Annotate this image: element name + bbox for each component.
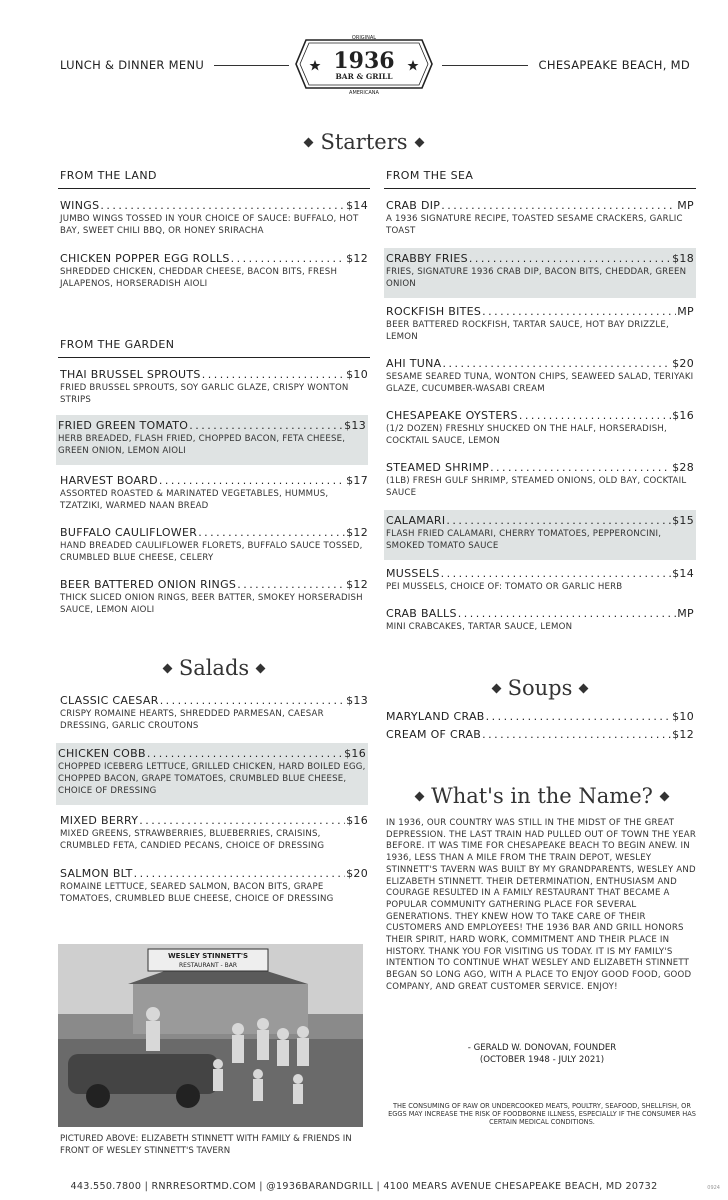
menu-item: CRAB DIP . . . MP A 1936 SIGNATURE RECIPE, TOASTED SESAME CRACKERS, GARLIC TOAST (384, 195, 696, 241)
header-divider-right (442, 65, 528, 66)
historic-photo (58, 944, 363, 1127)
diamond-icon (304, 137, 314, 147)
header-divider-left (214, 65, 289, 66)
menu-item-featured: FRIED GREEN TOMATO . . . $13 HERB BREADED, FLASH FRIED, CHOPPED BACON, FETA CHEESE, GREEN ONION, LEMON AIOLI (56, 415, 368, 465)
svg-text:WESLEY STINNETT'S: WESLEY STINNETT'S (167, 952, 249, 960)
menu-item: BEER BATTERED ONION RINGS . . . $12 THICK SLICED ONION RINGS, BEER BATTER, SMOKEY HORSERADISH SAUCE, LEMON AIOLI (58, 574, 370, 620)
photo-caption: PICTURED ABOVE: ELIZABETH STINNETT WITH FAMILY & FRIENDS IN FRONT OF WESLEY STINNETT'S TAVERN (60, 1134, 352, 1156)
menu-item-featured: CRABBY FRIES . . . $18 FRIES, SIGNATURE 1936 CRAB DIP, BACON BITS, CHEDDAR, GREEN ONION (384, 248, 696, 298)
menu-item: HARVEST BOARD . . . $17 ASSORTED ROASTED & MARINATED VEGETABLES, HUMMUS, TZATZIKI, WARMED NAAN BREAD (58, 470, 370, 516)
garden-rule (58, 357, 370, 358)
land-heading: FROM THE LAND (60, 169, 157, 182)
contact-footer: 443.550.7800 | RNRRESORTMD.COM | @1936BARANDGRILL | 4100 MEARS AVENUE CHESAPEAKE BEACH, MD 20732 (70, 1181, 658, 1192)
diamond-icon (415, 791, 425, 801)
starters-title: Starters (290, 130, 438, 154)
location-label: CHESAPEAKE BEACH, MD (538, 58, 690, 72)
diamond-icon (414, 137, 424, 147)
restaurant-logo (290, 32, 438, 96)
menu-item: THAI BRUSSEL SPROUTS . . . $10 FRIED BRUSSEL SPROUTS, SOY GARLIC GLAZE, CRISPY WONTON STRIPS (58, 364, 370, 410)
svg-text:1936: 1936 (333, 48, 395, 74)
menu-item-featured: CALAMARI . . . $15 FLASH FRIED CALAMARI, CHERRY TOMATOES, PEPPERONCINI, SMOKED TOMATO SAUCE (384, 510, 696, 560)
menu-item: BUFFALO CAULIFLOWER . . . $12 HAND BREADED CAULIFLOWER FLORETS, BUFFALO SAUCE TOSSED, CRUMBLED BLUE CHEESE, CELERY (58, 522, 370, 568)
diamond-icon (256, 663, 266, 673)
menu-item: AHI TUNA . . . $20 SESAME SEARED TUNA, WONTON CHIPS, SEAWEED SALAD, TERIYAKI GLAZE, CUCUMBER-WASABI CREAM (384, 353, 696, 399)
menu-item: CREAM OF CRAB . . . $12 (384, 724, 696, 745)
svg-text:AMERICANA: AMERICANA (349, 90, 379, 96)
menu-type-label: LUNCH & DINNER MENU (60, 58, 205, 72)
svg-text:ORIGINAL: ORIGINAL (351, 35, 377, 41)
menu-item: CHICKEN POPPER EGG ROLLS . . . $12 SHREDDED CHICKEN, CHEDDAR CHEESE, BACON BITS, FRESH JALAPENOS, HORSERADISH AIOLI (58, 248, 370, 294)
menu-item: SALMON BLT . . . $20 ROMAINE LETTUCE, SEARED SALMON, BACON BITS, GRAPE TOMATOES, CRUMBLED BLUE CHEESE, CHOICE OF DRESSING (58, 863, 370, 909)
salads-title: Salads (140, 656, 288, 680)
founder-signature (386, 1043, 698, 1066)
founder-name: - GERALD W. DONOVAN, FOUNDER (467, 1043, 617, 1053)
sea-heading: FROM THE SEA (386, 169, 474, 182)
menu-item: CRAB BALLS . . . MP MINI CRABCAKES, TARTAR SAUCE, LEMON (384, 603, 696, 637)
menu-item: STEAMED SHRIMP . . . $28 (1LB) FRESH GULF SHRIMP, STEAMED ONIONS, OLD BAY, COCKTAIL SAUCE (384, 457, 696, 503)
founder-dates: (OCTOBER 1948 - JULY 2021) (479, 1054, 605, 1065)
name-story-title: What's in the Name? (386, 784, 698, 808)
svg-text:RESTAURANT - BAR: RESTAURANT - BAR (178, 962, 238, 969)
menu-item: CHESAPEAKE OYSTERS . . . $16 (1/2 DOZEN) FRESHLY SHUCKED ON THE HALF, HORSERADISH, COCKTAIL SAUCE, LEMON (384, 405, 696, 451)
sea-rule (384, 188, 696, 189)
menu-item: WINGS . . . $14 JUMBO WINGS TOSSED IN YOUR CHOICE OF SAUCE: BUFFALO, HOT BAY, SWEET CHILI BBQ, OR HONEY SRIRACHA (58, 195, 370, 241)
menu-item: ROCKFISH BITES . . . MP BEER BATTERED ROCKFISH, TARTAR SAUCE, HOT BAY DRIZZLE, LEMON (384, 301, 696, 347)
garden-heading: FROM THE GARDEN (60, 338, 175, 351)
svg-text:BAR & GRILL: BAR & GRILL (335, 72, 393, 81)
menu-item: CLASSIC CAESAR . . . $13 CRISPY ROMAINE HEARTS, SHREDDED PARMESAN, CAESAR DRESSING, GARLIC CROUTONS (58, 690, 370, 736)
food-safety-disclaimer: THE CONSUMING OF RAW OR UNDERCOOKED MEATS, POULTRY, SEAFOOD, SHELLFISH, OR EGGS MAY INCREASE THE RISK OF FOODBORNE ILLNESS, ESPECIALLY IF THE CONSUMER HAS CERTAIN MEDICAL CONDITIONS. (388, 1102, 696, 1127)
diamond-icon (491, 683, 501, 693)
menu-header (0, 0, 728, 110)
diamond-icon (659, 791, 669, 801)
name-story-body: IN 1936, OUR COUNTRY WAS STILL IN THE MIDST OF THE GREAT DEPRESSION. THE LAST TRAIN HAD PULLED OUT OF TOWN THE YEAR BEFORE. IT WAS TIME FOR CHESAPEAKE BEACH TO BEGIN ANEW. IN 1936, LESS THAN A MILE FROM THE TRAIN DEPOT, WESLEY STINNETT'S TAVERN WAS BUILT BY MY GRANDPARENTS, WESLEY AND ELIZABETH STINNETT. THEIR DETERMINATION, ENTHUSIASM AND COURAGE RESULTED IN A FAMILY RESTAURANT THAT BECAME A POPULAR COMMUNITY GATHERING PLACE FOR SEVERAL GENERATIONS. THEY KNEW HOW TO TAKE CARE OF THEIR CUSTOMERS AND EMPLOYEES! THE 1936 BAR AND GRILL HONORS THEIR SPIRIT, HARD WORK, COMMITMENT AND THEIR PLACE IN HISTORY. THANK YOU FOR VISITING US TODAY. IT IS MY FAMILY'S INTENTION TO CONTINUE WHAT WESLEY AND ELIZABETH STINNETT BEGAN SO LONG AGO, WITH A PLACE TO ENJOY GOOD FOOD, GOOD COMPANY, AND GREAT CUSTOMER SERVICE. ENJOY! (386, 818, 697, 992)
diamond-icon (579, 683, 589, 693)
diamond-icon (162, 663, 172, 673)
menu-item: MARYLAND CRAB . . . $10 (384, 706, 696, 727)
version-tag: 0924 (707, 1185, 720, 1191)
land-rule (58, 188, 370, 189)
menu-item: MUSSELS . . . $14 PEI MUSSELS, CHOICE OF: TOMATO OR GARLIC HERB (384, 563, 696, 597)
menu-item: MIXED BERRY . . . $16 MIXED GREENS, STRAWBERRIES, BLUEBERRIES, CRAISINS, CRUMBLED FETA, CANDIED PECANS, CHOICE OF DRESSING (58, 810, 370, 856)
soups-title: Soups (466, 676, 614, 700)
menu-item-featured: CHICKEN COBB . . . $16 CHOPPED ICEBERG LETTUCE, GRILLED CHICKEN, HARD BOILED EGG, CHOPPED BACON, GRAPE TOMATOES, CRUMBLED BLUE CHEESE, CHOICE OF DRESSING (56, 743, 368, 805)
